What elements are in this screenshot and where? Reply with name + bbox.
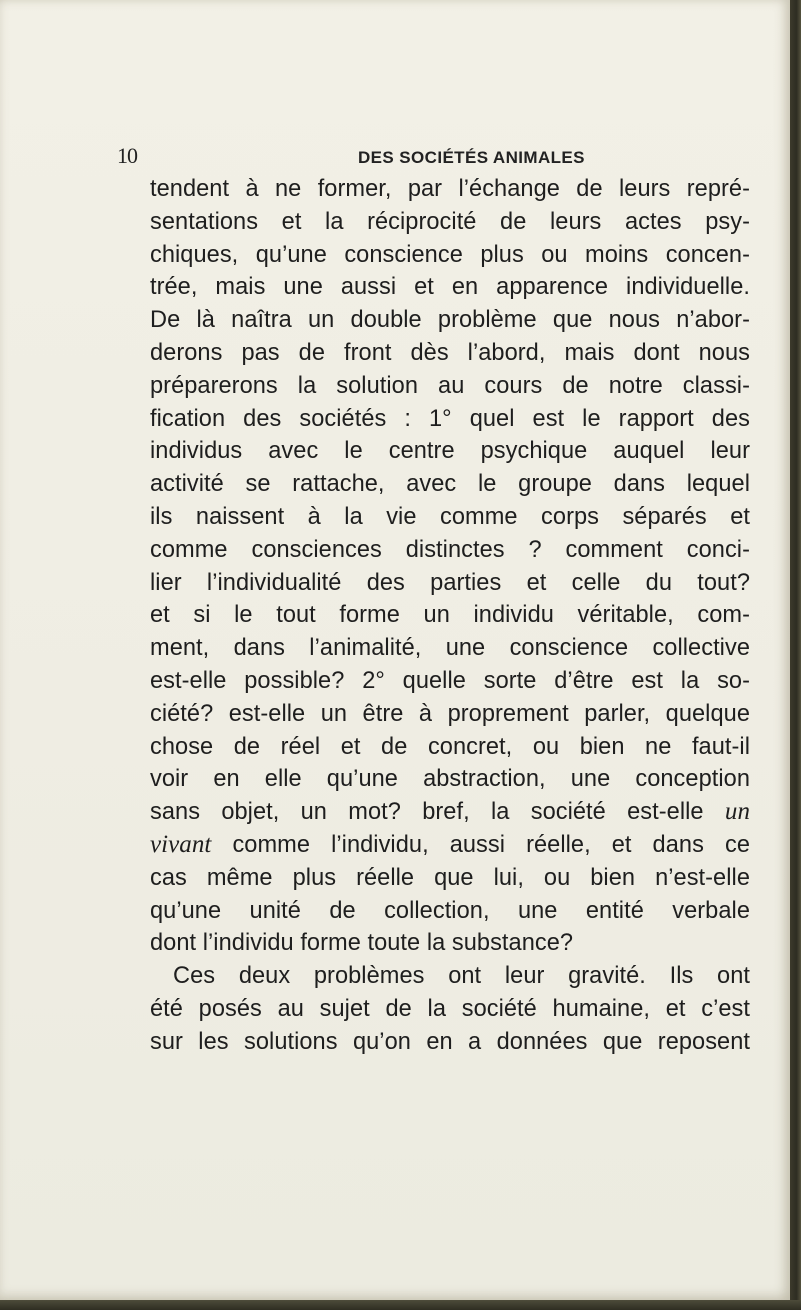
text-line: chose de réel et de concret, ou bien ne faut-il [150,733,750,760]
text-line: est-elle possible? 2° quelle sorte d’être est la so- [150,667,750,694]
text-line: été posés au sujet de la société humaine, et c’est [150,995,750,1022]
text-line: Ces deux problèmes ont leur gravité. Ils ont [173,963,750,990]
text-line: voir en elle qu’une abstraction, une conception [150,766,750,793]
text-line: sentations et la réciprocité de leurs actes psy- [150,208,750,235]
page-header [0,143,790,173]
text-line: cas même plus réelle que lui, ou bien n’est-elle [150,864,750,891]
text-line: tendent à ne former, par l’échange de leurs repré- [150,176,750,202]
text-line: comme consciences distinctes ? comment conci- [150,536,750,563]
text-line: ment, dans l’animalité, une conscience collective [150,635,750,662]
text-line: ils naissent à la vie comme corps séparés et [150,503,750,530]
text-line: et si le tout forme un individu véritable, com- [150,602,750,629]
text-line: préparerons la solution au cours de notre classi- [150,372,750,399]
book-edge-bottom [0,1300,801,1310]
text-line [150,829,750,862]
text-line: dont l’individu forme toute la substance? [150,930,574,957]
text-line: ciété? est-elle un être à proprement parler, quelque [150,700,750,727]
text-fragment: comme l’individu, aussi réelle, et dans ce [232,831,750,858]
text-line: chiques, qu’une conscience plus ou moins concen- [150,241,750,268]
text-line: fication des sociétés : 1° quel est le rapport des [150,405,750,432]
text-line: derons pas de front dès l’abord, mais dont nous [150,339,750,366]
body-text [150,173,750,1059]
italic-word: un [724,798,750,826]
text-line: individus avec le centre psychique auquel leur [150,438,750,465]
text-line: lier l’individualité des parties et celle du tout? [150,569,750,596]
book-edge-right [790,0,801,1310]
text-line: trée, mais une aussi et en apparence individuelle. [150,274,750,301]
text-line: activité se rattache, avec le groupe dans lequel [150,471,750,498]
page-number: 10 [117,143,137,168]
text-line [150,796,750,829]
text-line: qu’une unité de collection, une entité verbale [150,897,750,924]
italic-word: vivant [150,830,212,858]
running-title: DES SOCIÉTÉS ANIMALES [358,148,585,167]
text-fragment: sans objet, un mot? bref, la société est-elle [150,799,704,826]
text-line: sur les solutions qu’on en a données que reposent [150,1028,750,1055]
text-line: De là naîtra un double problème que nous n’abor- [150,307,750,334]
